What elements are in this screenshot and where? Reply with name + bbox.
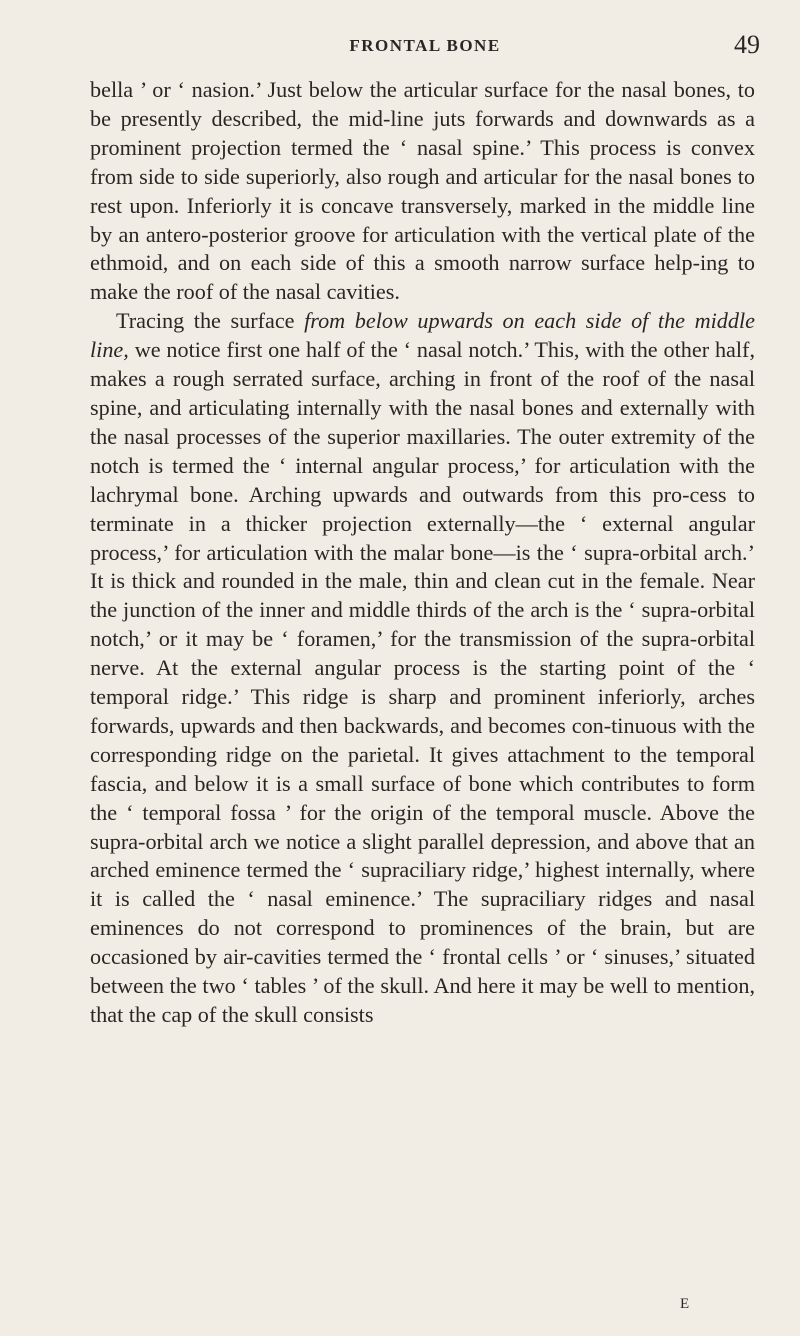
running-title: FRONTAL BONE [349,36,501,55]
paragraph-lead-text: Tracing the surface [116,308,295,334]
signature-mark: E [680,1296,691,1312]
paragraph-surface-tracing [90,307,755,1030]
body-text [90,76,755,1030]
page-header [90,28,760,68]
page-number: 49 [734,30,760,59]
paragraph-continuation-text: we notice first one half of the ‘ nasal notch.’ This, with the other half, makes a rough serrated surface, arching in front of the roof of the nasal spine, and articulating internally with the nasal bones and externally with the nasal processes of the superior maxillaries. The outer extremity of the notch is termed the ‘ internal angular process,’ for articulation with the lachrymal bone. Arching upwards and outwards from this pro-cess to terminate in a thicker projection externally—the ‘ external angular process,’ for articulation with the malar bone—is the ‘ supra-orbital arch.’ It is thick and rounded in the male, thin and clean cut in the female. Near the junction of the inner and middle thirds of the arch is the ‘ supra-orbital notch,’ or it may be ‘ foramen,’ for the transmission of the supra-orbital nerve. At the external angular process is the starting point of the ‘ temporal ridge.’ This ridge is sharp and prominent inferiorly, arches forwards, upwards and then backwards, and becomes con-tinuous with the corresponding ridge on the parietal. It gives attachment to the temporal fascia, and below it is a small surface of bone which contributes to form the ‘ temporal fossa ’ for the origin of the temporal muscle. Above the supra-orbital arch we notice a slight parallel depression, and above that an arched eminence termed the ‘ supraciliary ridge,’ highest internally, where it is called the ‘ nasal eminence.’ The supraciliary ridges and nasal eminences do not correspond to prominences of the brain, but are occasioned by air-cavities termed the ‘ frontal cells ’ or ‘ sinuses,’ situated between the two ‘ tables ’ of the skull. And here it may be well to mention, that the cap of the skull consists [90,337,755,1027]
paragraph-nasal-spine: bella ’ or ‘ nasion.’ Just below the articular surface for the nasal bones, to be presently described, the mid-line juts forwards and downwards as a prominent projection termed the ‘ nasal spine.’ This process is convex from side to side superiorly, also rough and articular for the nasal bones to rest upon. Inferiorly it is concave transversely, marked in the middle line by an antero-posterior groove for articulation with the vertical plate of the ethmoid, and on each side of this a smooth narrow surface help-ing to make the roof of the nasal cavities. [90,77,755,305]
italic-phrase: from below upwards on each side of the middle line, [90,308,755,363]
